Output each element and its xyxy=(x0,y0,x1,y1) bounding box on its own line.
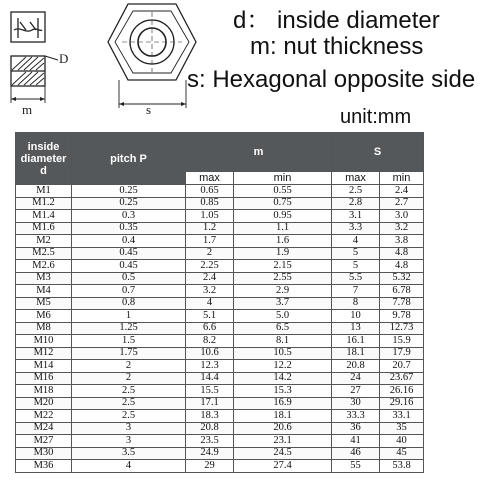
cell-s-min: 15.9 xyxy=(380,335,424,348)
table-row xyxy=(16,322,424,335)
cell-pitch: 0.4 xyxy=(72,235,186,248)
cell-m-max: 24.9 xyxy=(186,447,234,460)
cell-m-min: 23.1 xyxy=(234,435,332,448)
cell-diameter: M12 xyxy=(16,347,72,360)
front-view xyxy=(108,4,196,108)
header-pitch: pitch P xyxy=(72,133,186,185)
header-s-max: max xyxy=(332,172,380,185)
cell-m-min: 3.7 xyxy=(234,297,332,310)
cell-s-max: 36 xyxy=(332,422,380,435)
cell-pitch: 3 xyxy=(72,435,186,448)
label-D: D xyxy=(59,51,69,66)
cell-s-max: 2.8 xyxy=(332,197,380,210)
cell-pitch: 0.8 xyxy=(72,297,186,310)
cell-diameter: M2 xyxy=(16,235,72,248)
table-row xyxy=(16,385,424,398)
cell-diameter: M10 xyxy=(16,335,72,348)
cell-m-max: 12.3 xyxy=(186,360,234,373)
label-m: m xyxy=(22,102,33,117)
cell-pitch: 2.5 xyxy=(72,397,186,410)
cell-m-max: 10.6 xyxy=(186,347,234,360)
cell-m-min: 12.2 xyxy=(234,360,332,373)
cell-s-min: 4.8 xyxy=(380,260,424,273)
table-row xyxy=(16,372,424,385)
cell-s-max: 20.8 xyxy=(332,360,380,373)
cell-s-min: 4.8 xyxy=(380,247,424,260)
cell-m-max: 0.65 xyxy=(186,185,234,198)
cell-s-max: 41 xyxy=(332,435,380,448)
cell-diameter: M5 xyxy=(16,297,72,310)
cell-s-min: 12.73 xyxy=(380,322,424,335)
unit-label: unit:mm xyxy=(340,106,412,128)
cell-pitch: 0.25 xyxy=(72,185,186,198)
table-row xyxy=(16,435,424,448)
cell-m-min: 2.55 xyxy=(234,272,332,285)
cell-pitch: 2.5 xyxy=(72,410,186,423)
cell-pitch: 0.45 xyxy=(72,247,186,260)
cell-diameter: M27 xyxy=(16,435,72,448)
cell-diameter: M1.6 xyxy=(16,222,72,235)
table-row xyxy=(16,410,424,423)
cell-diameter: M2.5 xyxy=(16,247,72,260)
cell-m-min: 18.1 xyxy=(234,410,332,423)
cell-pitch: 0.7 xyxy=(72,285,186,298)
cell-m-min: 0.55 xyxy=(234,185,332,198)
table-row xyxy=(16,460,424,473)
table-row xyxy=(16,335,424,348)
header-s-min: min xyxy=(380,172,424,185)
cell-pitch: 0.45 xyxy=(72,260,186,273)
cell-pitch: 2 xyxy=(72,372,186,385)
cell-s-max: 2.5 xyxy=(332,185,380,198)
table-row xyxy=(16,360,424,373)
cell-s-min: 7.78 xyxy=(380,297,424,310)
cell-pitch: 4 xyxy=(72,460,186,473)
cell-m-min: 15.3 xyxy=(234,385,332,398)
cell-diameter: M18 xyxy=(16,385,72,398)
cell-diameter: M2.6 xyxy=(16,260,72,273)
cell-s-min: 2.7 xyxy=(380,197,424,210)
cell-s-min: 35 xyxy=(380,422,424,435)
cell-m-max: 1.05 xyxy=(186,210,234,223)
cell-m-max: 0.85 xyxy=(186,197,234,210)
nut-diagram xyxy=(0,0,215,125)
cell-m-min: 20.6 xyxy=(234,422,332,435)
cell-s-max: 5 xyxy=(332,247,380,260)
cell-s-min: 26.16 xyxy=(380,385,424,398)
cell-m-max: 14.4 xyxy=(186,372,234,385)
cell-s-min: 17.9 xyxy=(380,347,424,360)
cell-s-max: 5 xyxy=(332,260,380,273)
cell-diameter: M16 xyxy=(16,372,72,385)
side-view xyxy=(11,12,58,103)
cell-m-max: 4 xyxy=(186,297,234,310)
cell-diameter: M1.4 xyxy=(16,210,72,223)
cell-s-max: 46 xyxy=(332,447,380,460)
cell-s-min: 40 xyxy=(380,435,424,448)
spec-table-body xyxy=(16,185,424,473)
table-row xyxy=(16,285,424,298)
cell-s-min: 3.8 xyxy=(380,235,424,248)
cell-diameter: M24 xyxy=(16,422,72,435)
header-s: S xyxy=(332,133,424,172)
cell-diameter: M14 xyxy=(16,360,72,373)
cell-m-min: 2.15 xyxy=(234,260,332,273)
cell-m-min: 14.2 xyxy=(234,372,332,385)
cell-s-min: 23.67 xyxy=(380,372,424,385)
cell-s-max: 13 xyxy=(332,322,380,335)
table-row xyxy=(16,397,424,410)
cell-m-min: 8.1 xyxy=(234,335,332,348)
cell-m-max: 2 xyxy=(186,247,234,260)
header-m: m xyxy=(186,133,332,172)
cell-m-min: 24.5 xyxy=(234,447,332,460)
cell-m-max: 17.1 xyxy=(186,397,234,410)
cell-s-max: 10 xyxy=(332,310,380,323)
label-s: s xyxy=(146,102,152,117)
cell-pitch: 1.25 xyxy=(72,322,186,335)
cell-diameter: M30 xyxy=(16,447,72,460)
cell-pitch: 3 xyxy=(72,422,186,435)
legend-m: m: nut thickness xyxy=(250,33,424,60)
cell-pitch: 1.5 xyxy=(72,335,186,348)
cell-m-min: 0.75 xyxy=(234,197,332,210)
cell-pitch: 0.35 xyxy=(72,222,186,235)
cell-s-max: 3.3 xyxy=(332,222,380,235)
cell-m-max: 8.2 xyxy=(186,335,234,348)
cell-s-max: 27 xyxy=(332,385,380,398)
header-inside-diameter: inside diameter d xyxy=(16,133,72,185)
spec-table xyxy=(15,132,424,473)
cell-s-min: 5.32 xyxy=(380,272,424,285)
cell-m-min: 10.5 xyxy=(234,347,332,360)
cell-m-min: 1.1 xyxy=(234,222,332,235)
header-m-min: min xyxy=(234,172,332,185)
cell-s-max: 55 xyxy=(332,460,380,473)
table-row xyxy=(16,197,424,210)
cell-pitch: 2 xyxy=(72,360,186,373)
cell-pitch: 1.75 xyxy=(72,347,186,360)
cell-m-min: 5.0 xyxy=(234,310,332,323)
cell-diameter: M20 xyxy=(16,397,72,410)
table-row xyxy=(16,297,424,310)
cell-diameter: M6 xyxy=(16,310,72,323)
cell-diameter: M4 xyxy=(16,285,72,298)
cell-pitch: 1 xyxy=(72,310,186,323)
table-row xyxy=(16,247,424,260)
table-row xyxy=(16,310,424,323)
cell-s-max: 8 xyxy=(332,297,380,310)
cell-m-max: 15.5 xyxy=(186,385,234,398)
cell-s-min: 45 xyxy=(380,447,424,460)
cell-m-max: 20.8 xyxy=(186,422,234,435)
cell-m-max: 2.25 xyxy=(186,260,234,273)
cell-m-min: 0.95 xyxy=(234,210,332,223)
cell-s-min: 20.7 xyxy=(380,360,424,373)
cell-s-max: 30 xyxy=(332,397,380,410)
cell-m-min: 2.9 xyxy=(234,285,332,298)
table-row xyxy=(16,447,424,460)
table-row xyxy=(16,222,424,235)
cell-diameter: M22 xyxy=(16,410,72,423)
cell-s-min: 9.78 xyxy=(380,310,424,323)
cell-s-max: 7 xyxy=(332,285,380,298)
cell-s-min: 3.0 xyxy=(380,210,424,223)
header-m-max: max xyxy=(186,172,234,185)
cell-m-max: 1.7 xyxy=(186,235,234,248)
cell-s-min: 3.2 xyxy=(380,222,424,235)
cell-pitch: 3.5 xyxy=(72,447,186,460)
nut-drawings xyxy=(0,0,215,125)
table-row xyxy=(16,260,424,273)
cell-s-min: 53.8 xyxy=(380,460,424,473)
cell-diameter: M36 xyxy=(16,460,72,473)
cell-m-min: 1.6 xyxy=(234,235,332,248)
table-row xyxy=(16,272,424,285)
cell-diameter: M8 xyxy=(16,322,72,335)
cell-m-min: 27.4 xyxy=(234,460,332,473)
cell-s-min: 2.4 xyxy=(380,185,424,198)
cell-s-min: 33.1 xyxy=(380,410,424,423)
legend xyxy=(187,0,481,100)
cell-s-min: 6.78 xyxy=(380,285,424,298)
cell-m-min: 6.5 xyxy=(234,322,332,335)
cell-m-max: 6.6 xyxy=(186,322,234,335)
cell-s-max: 3.1 xyxy=(332,210,380,223)
legend-d: d： inside diameter xyxy=(233,7,440,34)
cell-m-min: 16.9 xyxy=(234,397,332,410)
table-row xyxy=(16,235,424,248)
table-row xyxy=(16,185,424,198)
cell-s-min: 29.16 xyxy=(380,397,424,410)
table-row xyxy=(16,210,424,223)
cell-s-max: 18.1 xyxy=(332,347,380,360)
cell-m-max: 2.4 xyxy=(186,272,234,285)
cell-s-max: 4 xyxy=(332,235,380,248)
cell-m-max: 18.3 xyxy=(186,410,234,423)
cell-m-max: 29 xyxy=(186,460,234,473)
cell-m-max: 23.5 xyxy=(186,435,234,448)
legend-s: s: Hexagonal opposite side xyxy=(187,66,476,93)
cell-diameter: M1 xyxy=(16,185,72,198)
cell-m-max: 5.1 xyxy=(186,310,234,323)
cell-s-max: 16.1 xyxy=(332,335,380,348)
cell-m-min: 1.9 xyxy=(234,247,332,260)
table-row xyxy=(16,422,424,435)
table-row xyxy=(16,347,424,360)
cell-pitch: 2.5 xyxy=(72,385,186,398)
cell-pitch: 0.3 xyxy=(72,210,186,223)
cell-s-max: 24 xyxy=(332,372,380,385)
cell-s-max: 5.5 xyxy=(332,272,380,285)
cell-diameter: M1.2 xyxy=(16,197,72,210)
cell-pitch: 0.25 xyxy=(72,197,186,210)
cell-m-max: 3.2 xyxy=(186,285,234,298)
cell-m-max: 1.2 xyxy=(186,222,234,235)
cell-s-max: 33.3 xyxy=(332,410,380,423)
cell-diameter: M3 xyxy=(16,272,72,285)
cell-pitch: 0.5 xyxy=(72,272,186,285)
